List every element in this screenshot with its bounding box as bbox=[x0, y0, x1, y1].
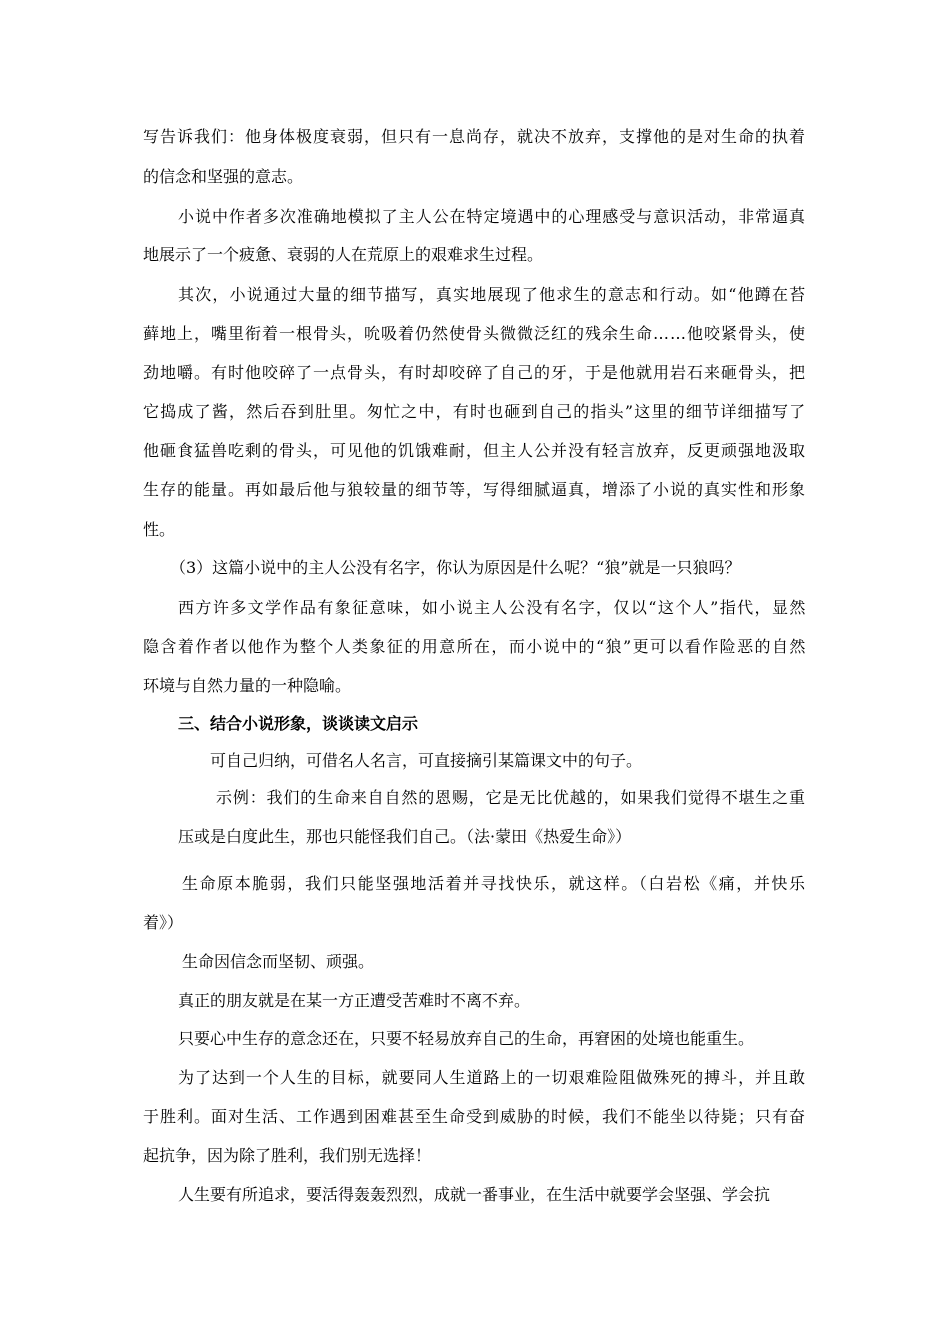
text-line: 性。 bbox=[143, 520, 176, 539]
text-line: 他砸食猛兽吃剩的骨头，可见他的饥饿难耐，但主人公并没有轻言放弃，反更顽强地汲取 bbox=[143, 441, 807, 460]
text-line: 生存的能量。再如最后他与狼较量的细节等，写得细腻逼真，增添了小说的真实性和形象 bbox=[143, 480, 807, 499]
text-line: 写告诉我们：他身体极度衰弱，但只有一息尚存，就决不放弃，支撑他的是对生命的执着 bbox=[143, 127, 807, 146]
text-line: 为了达到一个人生的目标，就要同人生道路上的一切艰难险阻做殊死的搏斗，并且敢 bbox=[178, 1068, 806, 1087]
text-line: 人生要有所追求，要活得轰轰烈烈，成就一番事业，在生活中就要学会坚强、学会抗 bbox=[178, 1185, 771, 1204]
text-line: 劲地嚼。有时他咬碎了一点骨头，有时却咬碎了自己的牙，于是他就用岩石来砸骨头，把 bbox=[143, 363, 807, 382]
text-line: 环境与自然力量的一种隐喻。 bbox=[143, 676, 352, 695]
text-line: 真正的朋友就是在某一方正遭受苦难时不离不弃。 bbox=[178, 991, 531, 1010]
question-line: （3）这篇小说中的主人公没有名字，你认为原因是什么呢？“狼”就是一只狼吗？ bbox=[170, 558, 741, 577]
quote-line: 生命原本脆弱，我们只能坚强地活着并寻找快乐，就这样。（白岩松《痛，并快乐 bbox=[182, 874, 807, 893]
text-line: 只要心中生存的意念还在，只要不轻易放弃自己的生命，再窘困的处境也能重生。 bbox=[178, 1029, 755, 1048]
example-line: 压或是白度此生，那也只能怪我们自己。（法·蒙田《热爱生命》） bbox=[178, 827, 632, 846]
text-line: 可自己归纳，可借名人名言，可直接摘引某篇课文中的句子。 bbox=[210, 751, 643, 770]
text-line: 的信念和坚强的意志。 bbox=[143, 167, 304, 186]
text-line: 生命因信念而坚韧、顽强。 bbox=[182, 952, 375, 971]
text-line: 隐含着作者以他作为整个人类象征的用意所在，而小说中的“狼”更可以看作险恶的自然 bbox=[143, 637, 807, 656]
section-heading: 三、结合小说形象，谈谈读文启示 bbox=[178, 714, 419, 733]
text-line: 起抗争，因为除了胜利，我们别无选择！ bbox=[143, 1146, 432, 1165]
example-line: 示例：我们的生命来自自然的恩赐，它是无比优越的，如果我们觉得不堪生之重 bbox=[216, 788, 806, 807]
text-line: 小说中作者多次准确地模拟了主人公在特定境遇中的心理感受与意识活动，非常逼真 bbox=[178, 207, 806, 226]
text-line: 藓地上，嘴里衔着一根骨头，吮吸着仍然使骨头微微泛红的残余生命……他咬紧骨头，使 bbox=[143, 324, 807, 343]
text-line: 于胜利。面对生活、工作遇到困难甚至生命受到威胁的时候，我们不能坐以待毙；只有奋 bbox=[143, 1107, 807, 1126]
text-line: 地展示了一个疲惫、衰弱的人在荒原上的艰难求生过程。 bbox=[143, 245, 544, 264]
text-line: 它捣成了酱，然后吞到肚里。匆忙之中，有时也砸到自己的指头”这里的细节详细描写了 bbox=[143, 402, 807, 421]
text-line: 其次，小说通过大量的细节描写，真实地展现了他求生的意志和行动。如“他蹲在苔 bbox=[178, 285, 807, 304]
text-line: 西方许多文学作品有象征意味，如小说主人公没有名字，仅以“这个人”指代，显然 bbox=[178, 598, 807, 617]
quote-line: 着》） bbox=[143, 913, 184, 932]
